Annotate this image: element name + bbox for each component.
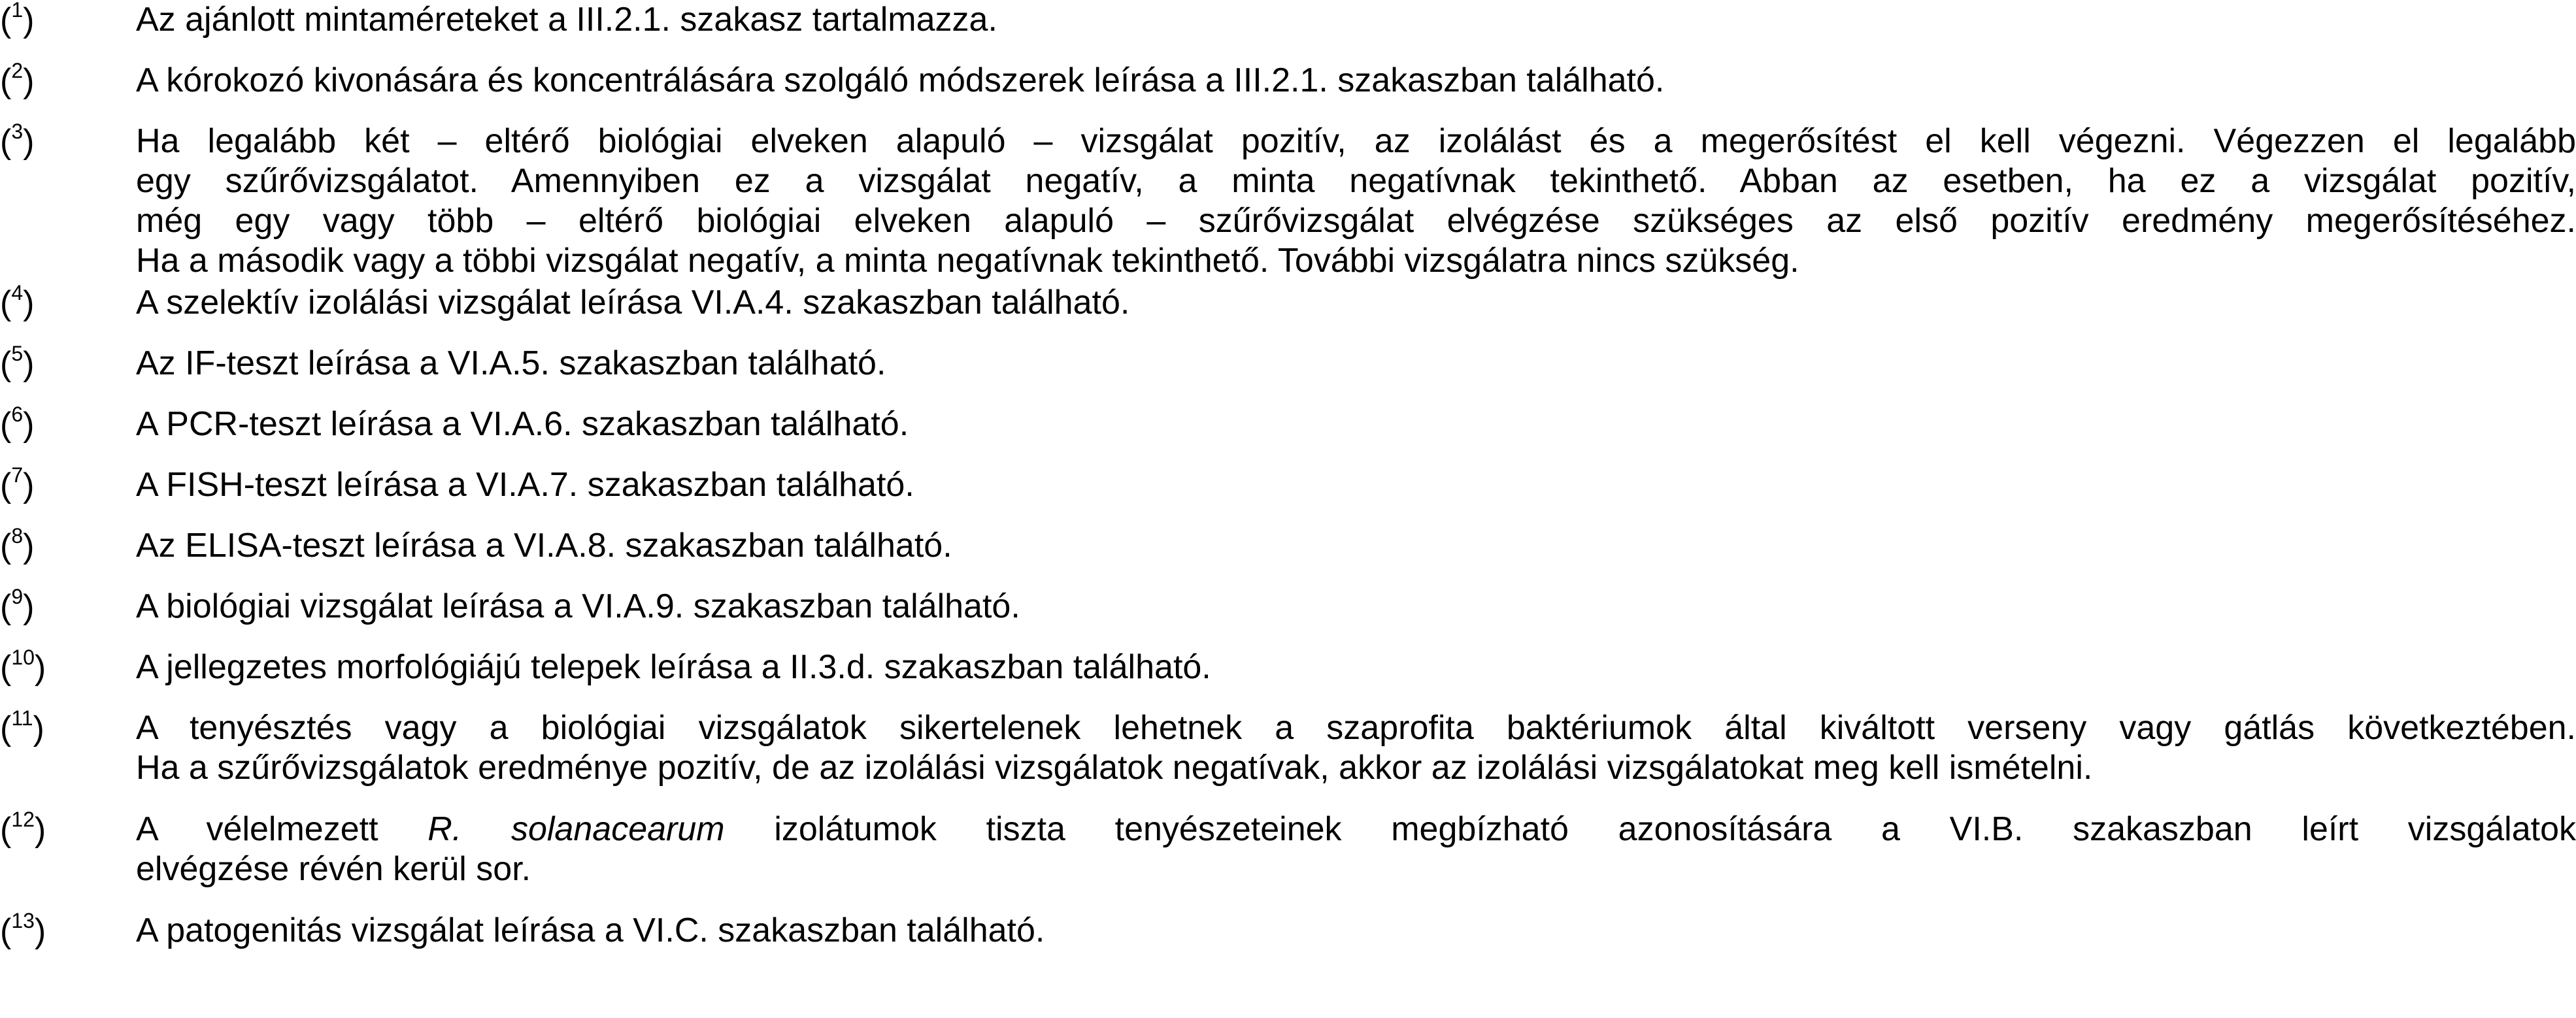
footnote-number: ($^{11}$) bbox=[0, 706, 44, 747]
footnote-number: ($^8$) bbox=[0, 523, 35, 565]
footnote-number: ($^{10}$) bbox=[0, 645, 46, 687]
footnote-text: A kórokozó kivonására és koncentrálására szolgáló módszerek leírása a III.2.1. szakaszban található. bbox=[136, 61, 1665, 99]
footnote-text: A jellegzetes morfológiájú telepek leírása a II.3.d. szakaszban található. bbox=[136, 648, 1211, 686]
footnote-text: Az IF-teszt leírása a VI.A.5. szakaszban található. bbox=[136, 344, 886, 382]
footnote-number: ($^{12}$) bbox=[0, 807, 46, 849]
footnote-number: ($^7$) bbox=[0, 463, 35, 504]
footnote-number: ($^2$) bbox=[0, 58, 35, 100]
species-name: R. solanacearum bbox=[427, 810, 725, 848]
footnote-text: A vélelmezett R. solanacearum izolátumok tiszta tenyészeteinek megbízható azonosítására a VI.B. szakaszban leírt vizsgálatok elvégzése révén kerül sor. bbox=[136, 810, 2576, 888]
footnote-text: Az ajánlott mintaméreteket a III.2.1. szakasz tartalmazza. bbox=[136, 1, 997, 39]
footnote-text: A patogenitás vizsgálat leírása a VI.C. szakaszban található. bbox=[136, 911, 1045, 949]
footnote-number: ($^{13}$) bbox=[0, 908, 46, 950]
footnote-number: ($^5$) bbox=[0, 341, 35, 383]
footnote-number: ($^1$) bbox=[0, 0, 35, 39]
footnote-number: ($^4$) bbox=[0, 280, 35, 322]
footnote-number: ($^9$) bbox=[0, 584, 35, 626]
footnote-number: ($^6$) bbox=[0, 402, 35, 444]
footnote-text: A tenyésztés vagy a biológiai vizsgálatok sikertelenek lehetnek a szaprofita baktériumok által kiváltott verseny vagy gátlás következtében. Ha a szűrővizsgálatok eredménye pozitív, de az izolálási vizsgálatok negatívak, akkor az izolálási vizsgálatokat meg kell ismételni. bbox=[136, 709, 2576, 787]
footnote-12-line-1: A vélelmezett R. solanacearum izolátumok tiszta tenyészeteinek megbízható azonosítására a VI.B. szakaszban leírt vizsgálatok bbox=[136, 810, 2576, 848]
footnote-text: A szelektív izolálási vizsgálat leírása VI.A.4. szakaszban található. bbox=[136, 284, 1130, 321]
footnote-text: Ha legalább két – eltérő biológiai elveken alapuló – vizsgálat pozitív, az izolálást és a megerősítést el kell végezni. Végezzen el legalább egy szűrővizsgálatot. Amennyiben ez a vizsgálat negatív, a minta negatívnak tekinthető. Abban az esetben, ha ez a vizsgálat pozitív, még egy vagy több – eltérő biológiai elveken alapuló – szűrővizsgálat elvégzése szükséges az első pozitív eredmény megerősítéséhez. Ha a második vagy a többi vizsgálat negatív, a minta negatívnak tekinthető. További vizsgálatra nincs szükség. bbox=[136, 122, 2576, 280]
footnote-text: A PCR-teszt leírása a VI.A.6. szakaszban található. bbox=[136, 405, 909, 443]
footnote-text: A biológiai vizsgálat leírása a VI.A.9. szakaszban található. bbox=[136, 587, 1020, 625]
footnote-text: A FISH-teszt leírása a VI.A.7. szakaszban található. bbox=[136, 466, 914, 504]
footnote-text: Az ELISA-teszt leírása a VI.A.8. szakaszban található. bbox=[136, 527, 952, 565]
footnote-number: ($^3$) bbox=[0, 119, 35, 161]
